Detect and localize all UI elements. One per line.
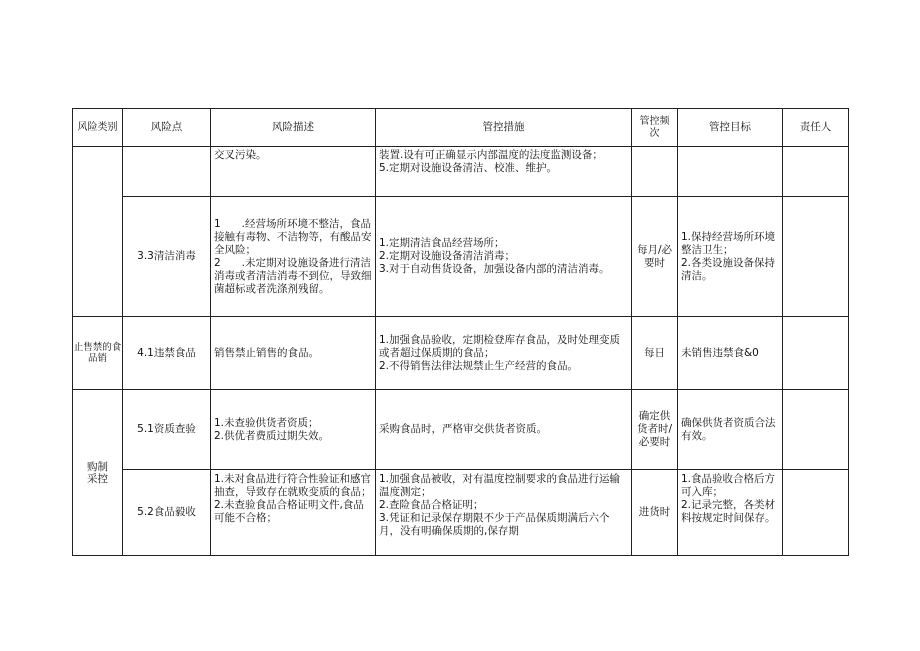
header-frequency: 管控频次: [632, 109, 678, 147]
point-cell: 3.3清洁消毒: [123, 197, 211, 317]
target-cell: [678, 470, 783, 556]
measures-cell: 采购食品时，严格审交供货者资质。: [376, 390, 632, 470]
description-text: 1.未对食品进行符合性验证和感官抽查，导致存在就败变质的食品； 2.未查验食品合格证明文件,食品可能不合格；: [214, 473, 372, 524]
description-cell: 交叉污染。: [211, 147, 376, 197]
header-measures: 管控措施: [376, 109, 632, 147]
point-cell: 5.2食品毅收: [123, 470, 211, 556]
target-cell: 1.保持经营场所环境整洁卫生； 2.各类设施设备保持清洁。: [678, 197, 783, 317]
table-row: [73, 147, 849, 197]
header-category: 风险类别: [73, 109, 123, 147]
measures-cell: [376, 470, 632, 556]
owner-cell: [783, 317, 849, 390]
header-description: 风险描述: [211, 109, 376, 147]
frequency-cell: 每日: [632, 317, 678, 390]
frequency-cell: 确定供货者时/必要时: [632, 390, 678, 470]
target-cell: [678, 147, 783, 197]
owner-cell: [783, 147, 849, 197]
measures-cell: 装置.设有可正确显示内部温度的法度监测设备； 5.定期对设施设备清洁、校准、维护。: [376, 147, 632, 197]
measures-cell: 1.加强食品验收，定期检登库存食品，及时处理变质或者超过保质期的食品； 2.不得销售法律法规禁止生产经营的食品。: [376, 317, 632, 390]
description-cell: 销售禁止销售的食品。: [211, 317, 376, 390]
header-row: [73, 109, 849, 147]
owner-cell: [783, 470, 849, 556]
point-cell: 4.1违禁食品: [123, 317, 211, 390]
category-cell: 止售禁的食品销: [73, 317, 123, 390]
category-cell-empty: [73, 147, 123, 317]
category-cell: 购制采控: [73, 390, 123, 556]
description-cell: 1 .经营场所环境不整洁，食品接触有毒物、不洁物等，有酸品安全风险； 2 .未定期对设施设备进行清洁消毒或者清洁消毒不到位，导致细菌超标或者洗涤剂残留。: [211, 197, 376, 317]
table-row: [73, 197, 849, 317]
header-owner: 责任人: [783, 109, 849, 147]
target-text: 1.食品验收合格后方可入库； 2.记录完整，各类材料按规定时间保存。: [681, 473, 776, 524]
description-cell: 1.未查验供货者资质； 2.供优者费质过期失效。: [211, 390, 376, 470]
measures-text: 1.加强食品被收，对有温度控制要求的食品进行运输温度测定； 2.查险食品合格证明； 3.凭证和记录保存期限不少于产品保质期满后六个月，没有明确保质期的,保存期: [379, 473, 621, 537]
measures-cell: 1.定期清洁食品经营场所； 2.定期对设施设备清洁消毒； 3.对于自动售货设备，加强设备内部的清洁消毒。: [376, 197, 632, 317]
frequency-cell: 每月/必要时: [632, 197, 678, 317]
target-cell: 确保供货者资质合法有效。: [678, 390, 783, 470]
point-cell: 5.1资质查验: [123, 390, 211, 470]
target-cell: 未销售违禁食&0: [678, 317, 783, 390]
frequency-cell: [632, 147, 678, 197]
frequency-cell: 进货时: [632, 470, 678, 556]
table-row: [73, 470, 849, 556]
table-row: [73, 390, 849, 470]
risk-control-table: [72, 108, 849, 556]
header-target: 管控目标: [678, 109, 783, 147]
table-row: [73, 317, 849, 390]
owner-cell: [783, 390, 849, 470]
owner-cell: [783, 197, 849, 317]
description-cell: [211, 470, 376, 556]
point-cell: [123, 147, 211, 197]
header-point: 风险点: [123, 109, 211, 147]
